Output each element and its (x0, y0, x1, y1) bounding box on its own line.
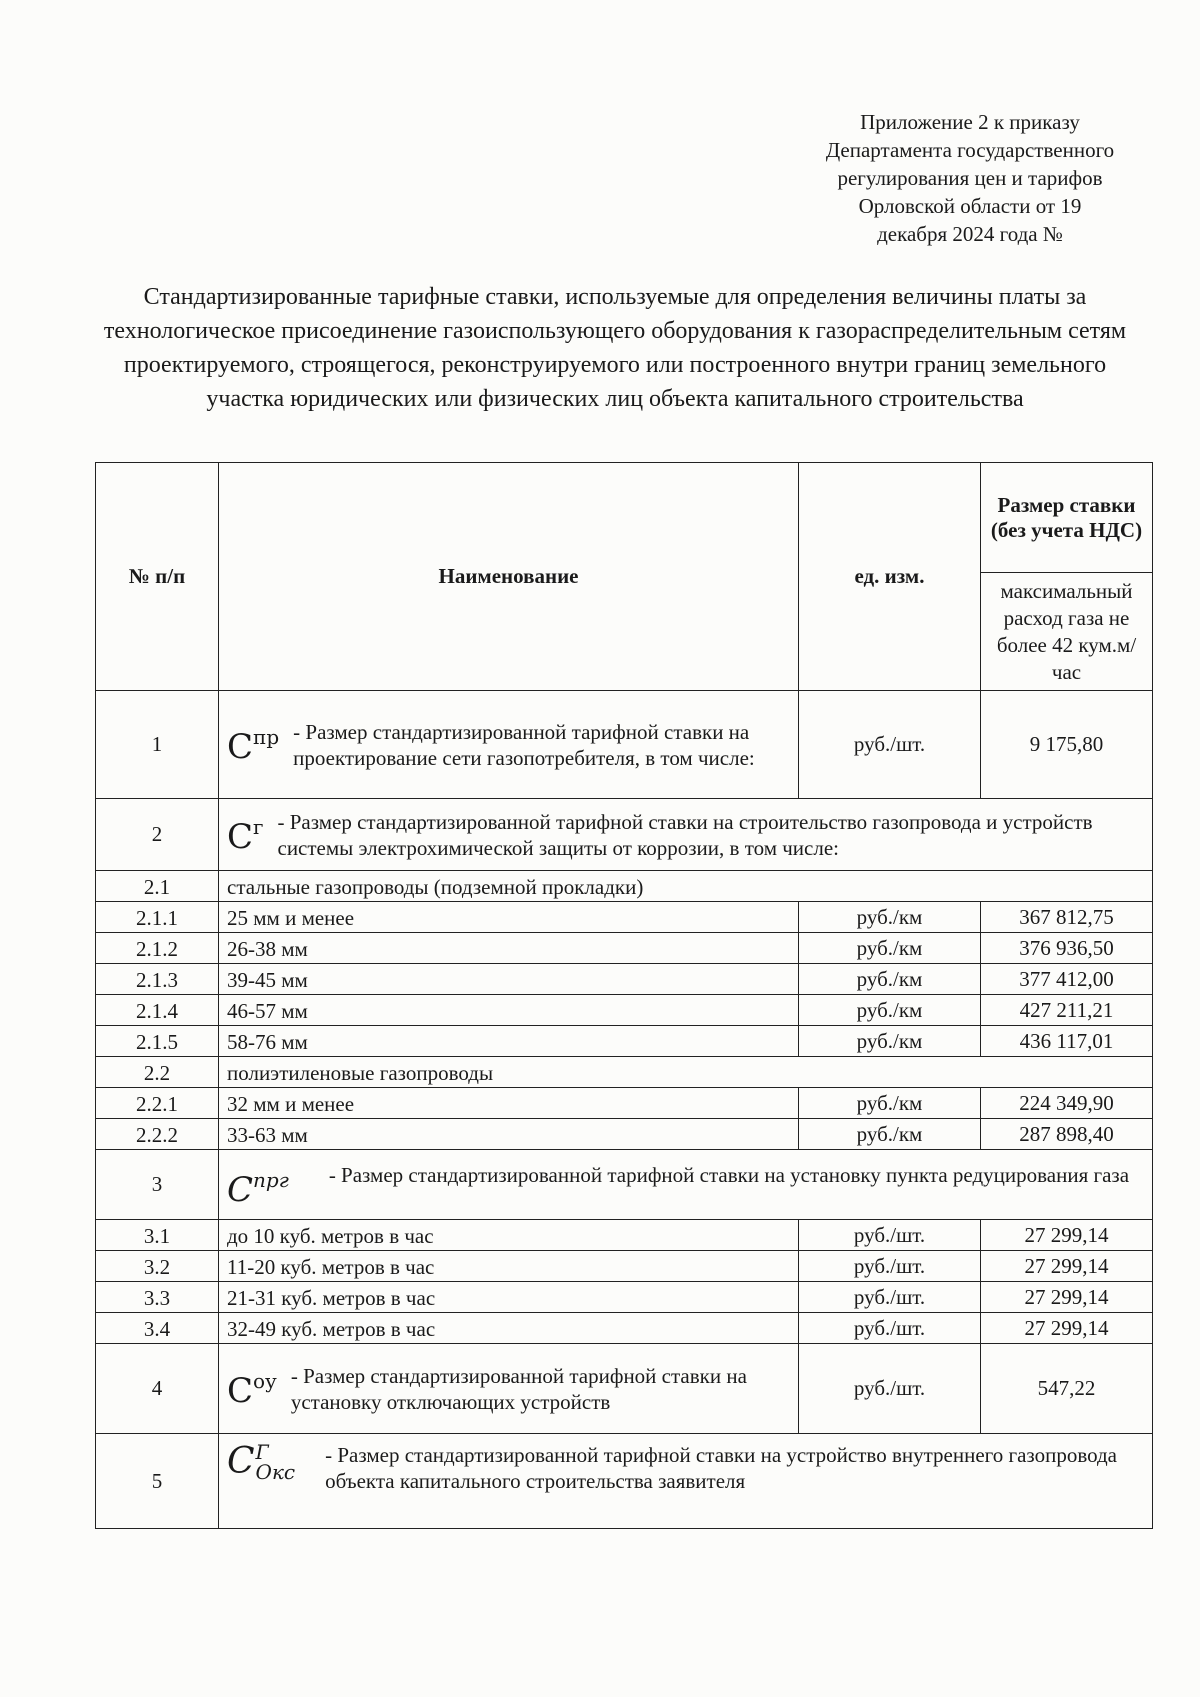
symbol-c-pr: $C^{пр}$ (227, 724, 280, 767)
table-header-row (96, 463, 1153, 573)
table-row: 2.1.2 26-38 мм руб./км 376 936,50 (96, 933, 1153, 964)
symbol-c-prg: $C^{прг}$ (227, 1167, 289, 1210)
table-row: 2.2.1 32 мм и менее руб./км 224 349,90 (96, 1088, 1153, 1119)
table-row: 3.4 32-49 куб. метров в час руб./шт. 27 299,14 (96, 1313, 1153, 1344)
header-line: регулирования цен и тарифов (837, 166, 1103, 190)
header-line: декабря 2024 года № (877, 222, 1063, 246)
col-header-rate-sub: максимальный расход газа не более 42 кум.м/час (981, 573, 1153, 691)
appendix-header (790, 108, 1150, 248)
header-line: Приложение 2 к приказу (860, 110, 1080, 134)
table-row: 2.2.2 33-63 мм руб./км 287 898,40 (96, 1119, 1153, 1150)
table-row: 2 $C^г$ - Размер стандартизированной тарифной ставки на строительство газопровода и устройств системы электрохимической защиты от коррозии, в том числе: (96, 799, 1153, 871)
col-header-unit: ед. изм. (799, 463, 981, 691)
table-row: 3 $C^{прг}$ - Размер стандартизированной тарифной ставки на установку пункта редуцирования газа (96, 1150, 1153, 1220)
tariff-table (95, 462, 1153, 1529)
table-row: 2.1.3 39-45 мм руб./км 377 412,00 (96, 964, 1153, 995)
table-row: 2.1.1 25 мм и менее руб./км 367 812,75 (96, 902, 1153, 933)
table-row: 2.1.5 58-76 мм руб./км 436 117,01 (96, 1026, 1153, 1057)
table-row: 1 $C^{пр}$ - Размер стандартизированной тарифной ставки на проектирование сети газопотребителя, в том числе: руб./шт. 9 175,80 (96, 691, 1153, 799)
table-row: 4 $C^{оу}$ - Размер стандартизированной тарифной ставки на установку отключающих устройств руб./шт. 547,22 (96, 1344, 1153, 1434)
table-row: 2.2 полиэтиленовые газопроводы (96, 1057, 1153, 1088)
table-row: 2.1 стальные газопроводы (подземной прокладки) (96, 871, 1153, 902)
symbol-c-okc: C Г Окс (227, 1440, 296, 1484)
header-line: Орловской области от 19 (858, 194, 1082, 218)
symbol-c-g: $C^г$ (227, 814, 264, 857)
table-row: 5 C Г Окс - Размер стандартизированной тарифной ставки на устройство внутреннего газопровода объекта капитального строительства заявителя (96, 1434, 1153, 1529)
table-row: 2.1.4 46-57 мм руб./км 427 211,21 (96, 995, 1153, 1026)
header-line: Департамента государственного (825, 138, 1115, 162)
col-header-num: № п/п (96, 463, 219, 691)
symbol-c-ou: $C^{оу}$ (227, 1368, 277, 1411)
document-title: Стандартизированные тарифные ставки, используемые для определения величины платы за технологическое присоединение газоиспользующего оборудования к газораспределительным сетям проектируемого, строящегося, реконструируемого или построенного внутри границ земельного участка юридических или физических лиц объекта капитального строительства (103, 284, 1127, 412)
table-row: 3.1 до 10 куб. метров в час руб./шт. 27 299,14 (96, 1220, 1153, 1251)
col-header-name: Наименование (219, 463, 799, 691)
table-row: 3.3 21-31 куб. метров в час руб./шт. 27 299,14 (96, 1282, 1153, 1313)
col-header-rate: Размер ставки (без учета НДС) (981, 463, 1153, 573)
table-row: 3.2 11-20 куб. метров в час руб./шт. 27 299,14 (96, 1251, 1153, 1282)
